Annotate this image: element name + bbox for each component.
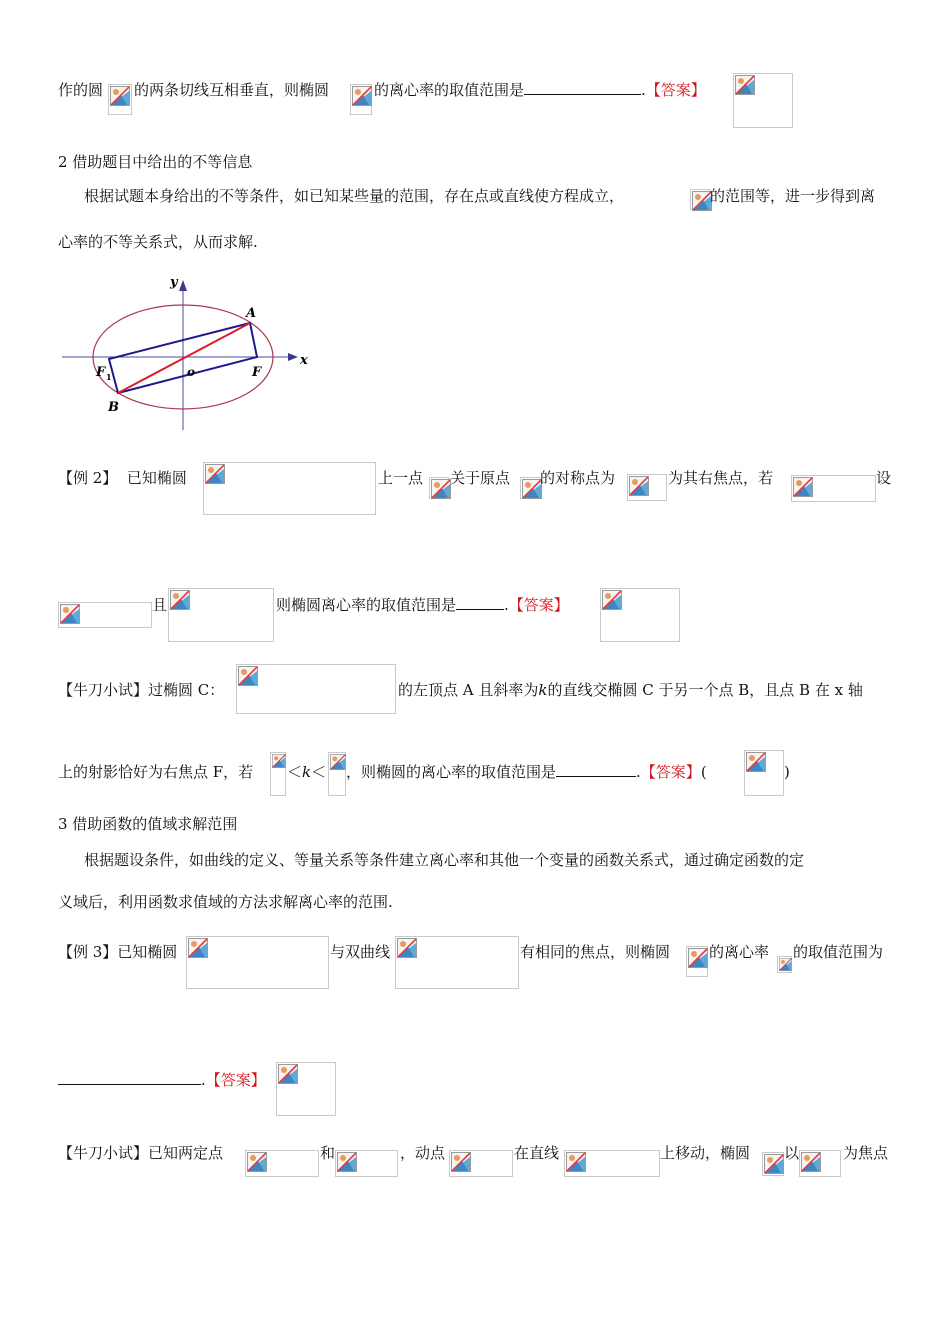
trial-line: 【牛刀小试】过椭圆 C： bbox=[58, 681, 225, 699]
answer-label: 【答案】 bbox=[645, 81, 706, 99]
broken-image-icon bbox=[238, 666, 258, 686]
formula-image bbox=[328, 752, 346, 796]
point-label-B: B bbox=[108, 400, 119, 415]
trial-line: 以 bbox=[784, 1144, 800, 1162]
broken-image-icon bbox=[60, 604, 80, 624]
broken-image-icon bbox=[188, 938, 208, 958]
paragraph-line: 根据题设条件，如曲线的定义、等量关系等条件建立离心率和其他一个变量的函数关系式，通过确定函数的定 bbox=[84, 851, 805, 869]
example-line: .【答案】 bbox=[58, 1070, 266, 1090]
broken-image-icon bbox=[330, 754, 346, 770]
broken-image-icon bbox=[110, 86, 130, 106]
example-line: 为其右焦点，若 bbox=[668, 469, 774, 487]
example-line: 的离心率 bbox=[709, 943, 770, 961]
example-line: 有相同的焦点，则椭圆 bbox=[520, 943, 671, 961]
formula-image bbox=[686, 946, 708, 977]
paragraph-line: 的范围等，进一步得到离 bbox=[710, 187, 876, 205]
answer-image bbox=[744, 750, 784, 796]
point-label-F: F bbox=[252, 365, 262, 380]
broken-image-icon bbox=[337, 1152, 357, 1172]
formula-image bbox=[777, 956, 792, 973]
broken-image-icon bbox=[522, 479, 542, 499]
answer-label: 【答案】 bbox=[205, 1071, 266, 1089]
paragraph-line: 根据试题本身给出的不等条件，如已知某些量的范围，存在点或直线使方程成立， bbox=[84, 187, 625, 205]
broken-image-icon bbox=[688, 948, 708, 968]
paragraph-line: 心率的不等关系式，从而求解. bbox=[58, 233, 258, 251]
trial-line: 【牛刀小试】已知两定点 bbox=[58, 1144, 224, 1162]
broken-image-icon bbox=[692, 191, 712, 211]
example-line: 且 bbox=[152, 596, 168, 614]
point-label-A: A bbox=[246, 306, 257, 321]
ellipse-figure bbox=[58, 270, 318, 440]
broken-image-icon bbox=[205, 464, 225, 484]
origin-label: o bbox=[187, 365, 196, 379]
example-line: 的取值范围为 bbox=[793, 943, 884, 961]
trial-line: 上的射影恰好为右焦点 F，若 bbox=[58, 763, 254, 781]
broken-image-icon bbox=[566, 1152, 586, 1172]
broken-image-icon bbox=[272, 754, 286, 768]
x-axis-arrow-icon bbox=[288, 353, 298, 361]
formula-image bbox=[395, 936, 519, 989]
formula-image bbox=[270, 752, 286, 796]
text-line: 作的圆 bbox=[58, 81, 104, 99]
answer-blank bbox=[524, 80, 641, 95]
formula-image bbox=[449, 1150, 513, 1177]
text-line: 的离心率的取值范围是 .【答案】 bbox=[374, 81, 706, 99]
broken-image-icon bbox=[278, 1064, 298, 1084]
broken-image-icon bbox=[451, 1152, 471, 1172]
formula-image bbox=[690, 189, 710, 210]
formula-image bbox=[429, 477, 449, 499]
trial-line: ，动点 bbox=[400, 1144, 446, 1162]
trial-line: 在直线 bbox=[514, 1144, 560, 1162]
broken-image-icon bbox=[602, 590, 622, 610]
broken-image-icon bbox=[764, 1154, 784, 1174]
formula-image bbox=[168, 588, 274, 642]
broken-image-icon bbox=[801, 1152, 821, 1172]
broken-image-icon bbox=[352, 86, 372, 106]
section-heading: 3 借助函数的值域求解范围 bbox=[58, 815, 238, 833]
text-line: 的两条切线互相垂直，则椭圆 bbox=[134, 81, 330, 99]
formula-image bbox=[520, 477, 540, 499]
x-axis-label: x bbox=[300, 353, 308, 368]
formula-image bbox=[108, 84, 132, 115]
answer-label: 【答案】 bbox=[508, 596, 569, 614]
trial-line: 上移动，椭圆 bbox=[660, 1144, 751, 1162]
answer-blank bbox=[456, 595, 504, 610]
trial-line: 为焦点 bbox=[843, 1144, 889, 1162]
point-label-F1: F bbox=[96, 365, 106, 380]
formula-image bbox=[564, 1150, 660, 1177]
formula-image bbox=[203, 462, 376, 515]
y-axis-label: y bbox=[170, 275, 178, 290]
formula-image bbox=[245, 1150, 319, 1177]
formula-image bbox=[58, 602, 152, 628]
example-line: 【例 3】已知椭圆 bbox=[58, 943, 178, 961]
broken-image-icon bbox=[629, 476, 649, 496]
example-line: 【例 2】 已知椭圆 bbox=[58, 469, 187, 487]
point-label-F1-subscript: 1 bbox=[106, 372, 112, 382]
trial-line: ) bbox=[784, 763, 790, 781]
formula-image bbox=[791, 475, 876, 502]
answer-image bbox=[733, 73, 793, 128]
formula-image bbox=[799, 1150, 841, 1177]
broken-image-icon bbox=[746, 752, 766, 772]
example-line: 的对称点为 bbox=[540, 469, 616, 487]
broken-image-icon bbox=[247, 1152, 267, 1172]
example-line: 上一点 bbox=[378, 469, 424, 487]
formula-image bbox=[350, 84, 372, 115]
trial-line: 和 bbox=[320, 1144, 336, 1162]
example-line: 与双曲线 bbox=[330, 943, 391, 961]
formula-image bbox=[762, 1152, 784, 1176]
broken-image-icon bbox=[170, 590, 190, 610]
broken-image-icon bbox=[793, 477, 813, 497]
broken-image-icon bbox=[779, 958, 792, 971]
broken-image-icon bbox=[735, 75, 755, 95]
example-line: 则椭圆离心率的取值范围是 .【答案】 bbox=[276, 596, 569, 614]
example-line: 关于原点 bbox=[450, 469, 511, 487]
answer-label: 【答案】 bbox=[640, 763, 701, 781]
formula-image bbox=[236, 664, 396, 714]
paragraph-line: 义域后，利用函数求值域的方法求解离心率的范围. bbox=[58, 893, 393, 911]
formula-image bbox=[186, 936, 329, 989]
formula-image bbox=[335, 1150, 398, 1177]
trial-line: 的左顶点 A 且斜率为k的直线交椭圆 C 于另一个点 B，且点 B 在 x 轴 bbox=[398, 681, 863, 699]
formula-image bbox=[627, 474, 667, 501]
trial-line: ，则椭圆的离心率的取值范围是 .【答案】( bbox=[346, 763, 707, 781]
section-heading: 2 借助题目中给出的不等信息 bbox=[58, 153, 253, 171]
y-axis-arrow-icon bbox=[179, 280, 187, 291]
example-line: 设 bbox=[876, 469, 892, 487]
answer-image bbox=[276, 1062, 336, 1116]
answer-blank bbox=[58, 1070, 201, 1085]
broken-image-icon bbox=[397, 938, 417, 958]
broken-image-icon bbox=[431, 479, 451, 499]
trial-line: ＜k＜ bbox=[287, 763, 327, 781]
answer-blank bbox=[556, 762, 636, 777]
diagonal-AB bbox=[118, 323, 250, 393]
answer-image bbox=[600, 588, 680, 642]
